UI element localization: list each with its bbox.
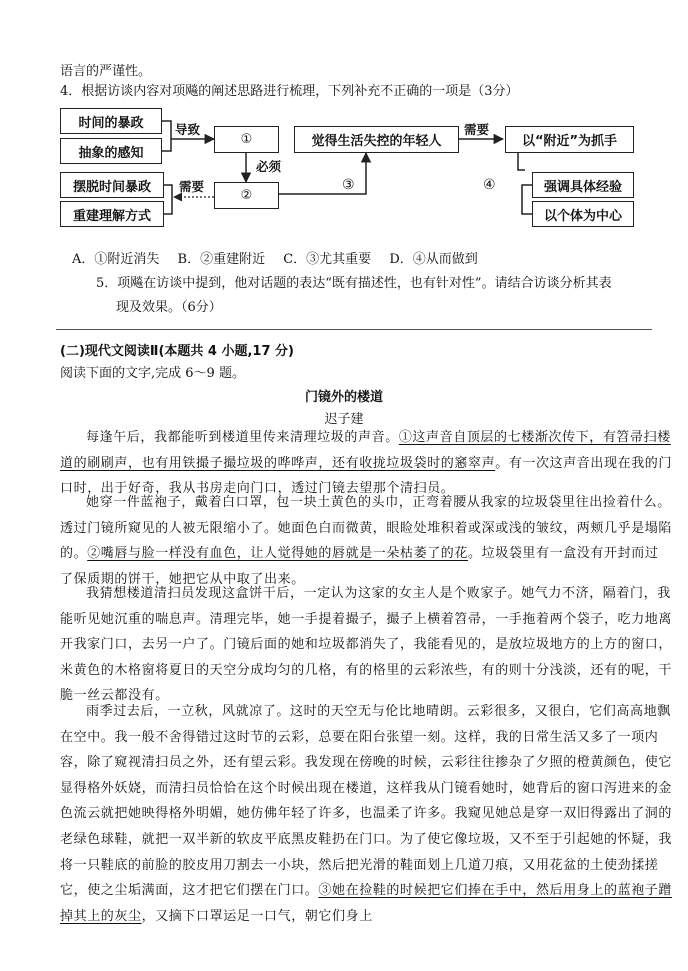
p1-text-a: 每逢午后，我都能听到楼道里传来清理垃圾的声音。 bbox=[86, 430, 399, 445]
p1-text-b: 。有一次这声音出现在我的门口时，出于好奇，我从书房走向门口，透过门镜去望那个清扫员。 bbox=[60, 455, 673, 497]
article-author: 迟子建 bbox=[324, 412, 364, 427]
article-paragraph-4 bbox=[60, 699, 672, 929]
box-blank-2: ② bbox=[214, 182, 279, 209]
label-need-right: 需要 bbox=[464, 122, 490, 137]
box-concrete-experience: 强调具体经验 bbox=[532, 172, 634, 198]
box-escape-tyranny: 摆脱时间暴政 bbox=[60, 172, 164, 198]
question-5-line2: 现及效果。（6分） bbox=[116, 300, 222, 315]
p4-underlined-sentence-3: ③她在捡鞋的时候把它们捧在手中，然后用身上的蓝袍子蹭掉其上的灰尘 bbox=[60, 883, 673, 924]
section-divider bbox=[56, 329, 652, 330]
option-c: C．③尤其重要 bbox=[283, 252, 372, 267]
box-abstract-feel: 抽象的感知 bbox=[60, 138, 162, 164]
option-b: B．②重建附近 bbox=[177, 252, 266, 267]
p2-underlined-sentence-2: ②嘴唇与脸一样没有血色，让人觉得她的唇就是一朵枯萎了的花 bbox=[87, 546, 469, 562]
arrow-nearby-to-right-bracket bbox=[518, 153, 525, 170]
box-blank-1: ① bbox=[214, 126, 279, 153]
bracket-left-top bbox=[162, 121, 171, 151]
bracket-left-bottom bbox=[164, 185, 172, 214]
article-paragraph-3: 我猜想楼道清扫员发现这盒饼干后，一定认为这家的女主人是个败家子。她气力不济，隔着门，我能听见她沉重的喘息声。清理完毕，她一手提着撮子，撮子上横着笤帚，一手拖着两个袋子，吃力地离开我家门口，去另一户了。门镜后面的她和垃圾都消失了，我能看见的，是放垃圾地方的上方的窗口，米黄色的木格窗将夏日的天空分成均匀的几格，有的格里的云彩浓些，有的则十分浅淡，还有的呢，干脆一丝云都没有。 bbox=[60, 586, 673, 704]
p1-underlined-sentence-1: ①这声音自顶层的七楼渐次传下，有笤帚扫楼道的刷刷声，也有用铁撮子撮垃圾的哗哗声，还有收拢垃圾袋时的窸窣声 bbox=[60, 430, 671, 471]
question-4-stem: 4．根据访谈内容对项飚的阐述思路进行梳理，下列补充不正确的一项是（3分） bbox=[60, 84, 519, 99]
label-need-left: 需要 bbox=[179, 179, 205, 194]
p2-text-b: 。垃圾袋里有一盒没有开封而过了保质期的饼干，她把它从中取了出来。 bbox=[60, 546, 659, 587]
q4-options bbox=[72, 248, 492, 267]
p4-text-a: 雨季过去后，一立秋，风就凉了。这时的天空无与伦比地晴朗。云彩很多，又很白，它们高高地飘在空中。我一般不舍得错过这时节的云彩，总要在阳台张望一刻。这样，我的日常生活又多了一项内容，除了窥视清扫员之外，还有望云彩。我发现在傍晚的时候，云彩往往掺杂了夕照的橙黄颜色，使它显得格外妖娆，而清扫员恰恰在这个时候出现在楼道，这样我从门镜看她时，她背后的窗口泻进来的金色流云就把她映得格外明媚，她仿佛年轻了许多，也温柔了许多。我窥见她总是穿一双旧得露出了洞的老绿色球鞋，就把一双半新的软皮平底黑皮鞋扔在门口。为了使它像垃圾，又不至于引起她的怀疑，我将一只鞋底的前脸的胶皮用刀割去一小块，然后把光滑的鞋面划上几道刀痕，又用花盆的土使劲揉搓它，使之尘垢满面，这才把它们摆在门口。 bbox=[60, 704, 673, 899]
box-young-people: 觉得生活失控的年轻人 bbox=[294, 126, 459, 153]
p2-text-a: 她穿一件蓝袍子，戴着白口罩，包一块土黄色的头巾，正弯着腰从我家的垃圾袋里往出捡着什么。透过门镜所窥见的人被无限缩小了。她面色白而微黄，眼睑处堆积着或深或浅的皱纹，两颊几乎是塌陷的。 bbox=[60, 495, 673, 562]
label-lead-to: 导致 bbox=[175, 122, 201, 137]
label-blank-3: ③ bbox=[342, 177, 355, 193]
box-time-tyranny: 时间的暴政 bbox=[60, 108, 162, 134]
box-nearby-grip: 以“附近”为抓手 bbox=[505, 126, 634, 153]
section-2-heading: (二)现代文阅读Ⅱ(本题共 4 小题,17 分) bbox=[60, 344, 294, 359]
box-individual-center: 以个体为中心 bbox=[532, 201, 634, 227]
question-5-line1: 5．项飚在访谈中提到，他对话题的表达“既有描述性，也有针对性”。请结合访谈分析其表 bbox=[96, 276, 612, 291]
q3-tail-text: 语言的严谨性。 bbox=[60, 64, 152, 79]
p4-text-b: ，又摘下口罩运足一口气，朝它们身上 bbox=[141, 908, 373, 924]
article-paragraph-2 bbox=[60, 490, 672, 592]
label-blank-4: ④ bbox=[483, 177, 496, 193]
section-2-instruction: 阅读下面的文字,完成 6～9 题。 bbox=[60, 366, 245, 381]
article-title: 门镜外的楼道 bbox=[304, 390, 383, 405]
option-a: A．①附近消失 bbox=[72, 252, 160, 267]
option-d: D．④从而做到 bbox=[389, 252, 478, 267]
bracket-right bbox=[522, 185, 532, 214]
label-must: 必须 bbox=[256, 159, 282, 174]
box-rebuild-understanding: 重建理解方式 bbox=[60, 201, 164, 227]
